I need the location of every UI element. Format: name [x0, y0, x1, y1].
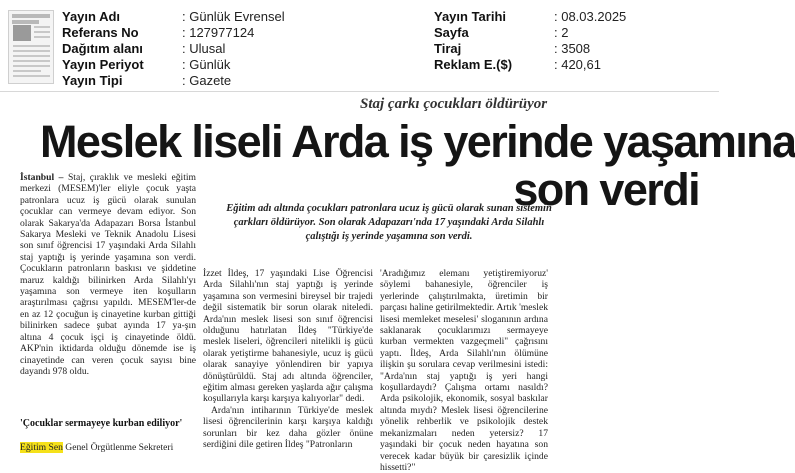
meta-key: Sayfa [434, 25, 469, 40]
article-column-2 [203, 268, 373, 451]
meta-row-dagitim-alani [62, 41, 143, 57]
page-thumbnail[interactable] [8, 10, 54, 84]
article-lede: Eğitim adı altında çocukları patronlara ucuz iş gücü olarak sunan sistemin çarkları öldürüyor. Son olarak Adapazarı'nda 17 yaşındaki Arda Silahlı çalıştığı iş yerinde yaşamına son verdi. [226, 203, 552, 242]
meta-row-yayin-tipi [62, 73, 122, 89]
meta-row-tiraj [434, 41, 461, 57]
meta-value: : 3508 [554, 41, 591, 56]
meta-key: Yayın Tarihi [434, 9, 507, 24]
meta-row-referans-no [62, 25, 139, 41]
meta-value-yayin-tarihi [554, 9, 626, 25]
meta-value: : 127977124 [182, 25, 255, 40]
meta-key: Yayın Periyot [62, 57, 144, 72]
header-divider [0, 91, 719, 92]
meta-value: : 08.03.2025 [554, 9, 627, 24]
meta-row-yayin-adi [62, 9, 120, 25]
dateline: İstanbul – [20, 172, 64, 183]
meta-row-yayin-tarihi [434, 9, 506, 25]
meta-key: Yayın Adı [62, 9, 121, 24]
meta-value-yayin-adi [182, 9, 285, 25]
article-column-1 [20, 172, 196, 377]
meta-key: Tiraj [434, 41, 462, 56]
meta-value: : Günlük Evrensel [182, 9, 285, 24]
meta-value-sayfa [554, 25, 568, 41]
meta-row-yayin-periyot [62, 57, 144, 73]
meta-value: : 420,61 [554, 57, 601, 72]
column-2-paragraph-1: İzzet İldeş, 17 yaşındaki Lise Öğrencisi Arda Silahlı'nın staj yaptığı iş yerinde yaşamına son vermesini bireysel bir trajedi değil sistematik bir sorun olarak niteledi. Arda'nın meslek lisesi son sınıf öğrencisi olduğunu hatırlatan İldeş "Türkiye'de meslek liseleri, öğrencileri nitelikli iş gücü olarak yetiştirme bahanesiyle, ucuz iş gücü olarak sanayiye yönlendiren bir yapıya dönüştürüldü. Staj adı altında öğrenciler, eğitim alması gereken yaşlarda ağır çalışma koşullarıyla karşı karşıya kalıyorlar" dedi. [203, 268, 373, 405]
article-kicker: Staj çarkı çocukları öldürüyor [360, 96, 548, 112]
meta-key: Referans No [62, 25, 139, 40]
meta-value-tiraj [554, 41, 590, 57]
meta-value-yayin-tipi [182, 73, 231, 89]
clipping-metadata [0, 0, 719, 92]
column-1-end-text: Genel Örgütlenme Sekreteri [62, 442, 174, 453]
meta-value: : 2 [554, 25, 569, 40]
column-1-continuation [20, 442, 196, 453]
meta-value: : Ulusal [182, 41, 226, 56]
column-1-text: Staj, çıraklık ve mesleki eğitim merkezi (MESEM)'ler eliyle çocuk yaşta patronlara ucuz iş gücü olarak sunulan çocuklar can vermeye devam ediyor. Son olarak Sakarya'da Adapazarı Borsa İstanbul Sakarya Mesleki ve Teknik Anadolu Lisesi son sınıf öğrencisi 17 yaşındaki Arda Silahlı staj yaptığı iş yerinde yaşamına son verdi. Çocukların patronların baskısı ve şiddetine maruz kaldığı bilinirken Arda Silahlı'yı yaşamına son vermeye iten koşulların araştırılması çağrısı yapıldı. MESEM'ler-de en az 12 çocuğun iş cinayetine kurban gittiği bilinirken sadece şubat ayında 17 ya-şın altına 4 çocuk işçi iş cinayetinde öldü. AKP'nin iktidarda olduğu dönemde ise iş cinayetinde can veren çocuk sayısı bine dayandı 978 oldu. [20, 172, 196, 377]
article-subheading: 'Çocuklar sermayeye kurban ediliyor' [20, 418, 183, 429]
meta-key: Reklam E.($) [434, 57, 513, 72]
meta-key: Yayın Tipi [62, 73, 123, 88]
meta-key: Dağıtım alanı [62, 41, 143, 56]
meta-value: : Günlük [182, 57, 231, 72]
article-headline-line2: son verdi [513, 164, 699, 215]
article-headline-line1: Meslek liseli Arda iş yerinde yaşamına [40, 116, 795, 167]
meta-value-referans-no [182, 25, 254, 41]
meta-value: : Gazete [182, 73, 232, 88]
meta-value-dagitim-alani [182, 41, 225, 57]
meta-row-sayfa [434, 25, 469, 41]
article-column-3: 'Aradığımız elemanı yetiştiremiyoruz' söylemi bahanesiyle, öğrenciler iş yerlerinde çalıştırılmakta, üretimin bir parçası haline getirilmektedir. Artık 'meslek lisesi memleket meselesi' sloganının ardına saklanarak çocuklarımızı sermayeye kurban vermekten vazgeçmeli" çağrısını yaptı. İldeş, Arda Silahlı'nın ölümüne ilişkin şu sorulara cevap verilmesini istedi: "Arda'nın staj yaptığı iş yeri hangi koşullardaydı? Çalışma ortamı nasıldı? Arda psikolojik, ekonomik, sosyal baskılar altında mıydı? Meslek lisesi öğrencilerine yönelik rehberlik ve psikolojik destek mekanizmaları neden yetersiz? 17 yaşındaki bir çocuk neden hayatına son verecek kadar büyük bir çaresizlik içinde hissetti?" [380, 268, 548, 473]
meta-value-reklam [554, 57, 601, 73]
meta-row-reklam [434, 57, 512, 73]
column-2-paragraph-2: Arda'nın intiharının Türkiye'de meslek lisesi öğrencilerinin karşı karşıya kaldığı sorunları bir kez daha gözler önüne serdiğini dile getiren İldeş "Patronların [203, 404, 373, 451]
meta-value-yayin-periyot [182, 57, 230, 73]
highlighted-keyword: Eğitim Sen [20, 442, 63, 453]
